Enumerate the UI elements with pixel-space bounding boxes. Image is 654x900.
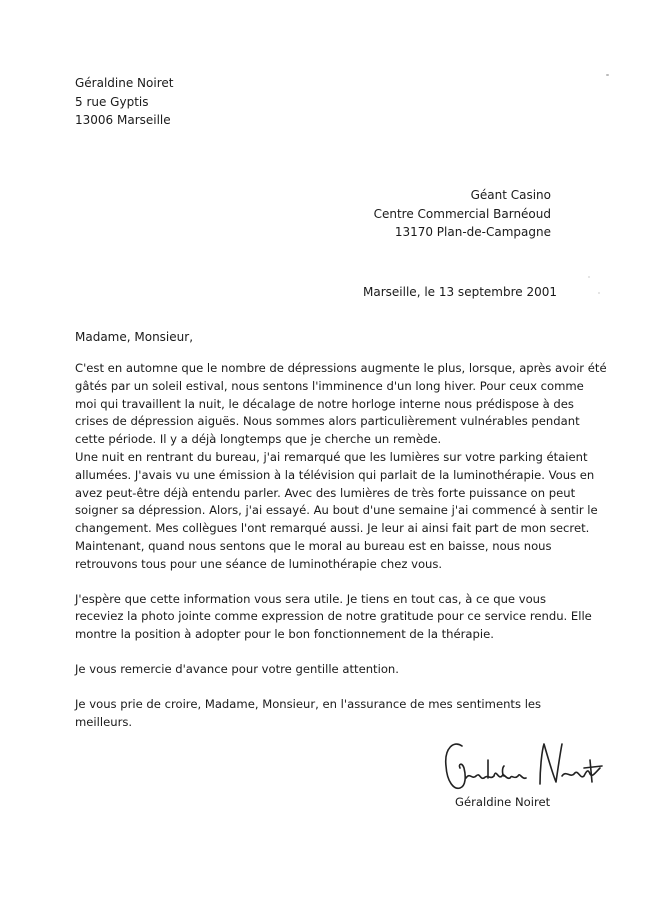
body-line: montre la position à adopter pour le bon fonctionnement de la thérapie. (75, 627, 494, 642)
scan-speck (588, 276, 590, 278)
paragraph-gap (75, 679, 595, 696)
scan-speck (598, 292, 600, 294)
body-line: changement. Mes collègues l'ont remarqué aussi. Je leur ai ainsi fait part de mon secret. (75, 521, 590, 536)
sender-address (75, 74, 173, 130)
body-line: avez peut-être déjà entendu parler. Avec des lumières de très forte puissance on peut (75, 485, 576, 500)
body-line: Je vous prie de croire, Madame, Monsieur, en l'assurance de mes sentiments les (75, 696, 542, 711)
paragraph-1 (75, 360, 607, 574)
recipient-name: Géant Casino (470, 188, 551, 202)
body-line: crises de dépression aiguës. Nous sommes alors particulièrement vulnérables pendant (75, 414, 580, 429)
body-line: retrouvons tous pour une séance de luminothérapie chez vous. (75, 556, 443, 571)
body-line: allumées. J'avais vu une émission à la télévision qui parlait de la luminothérapie. Vous en (75, 467, 595, 482)
paragraph-2 (75, 591, 595, 644)
sender-city: 13006 Marseille (75, 113, 171, 127)
body-line: C'est en automne que le nombre de dépressions augmente le plus, lorsque, après avoir été (75, 361, 607, 375)
recipient-city: 13170 Plan-de-Campagne (394, 225, 551, 239)
body-line: cette période. Il y a déjà longtemps que je cherche un remède. (75, 432, 442, 447)
letter-body (75, 360, 607, 731)
body-line: moi qui travaillent la nuit, le décalage de notre horloge interne nous prédispose à des (75, 396, 574, 411)
paragraph-gap (75, 644, 595, 661)
signer-name: Géraldine Noiret (455, 795, 551, 809)
body-line: Maintenant, quand nous sentons que le moral au bureau est en baisse, nous nous (75, 538, 552, 553)
body-line: receviez la photo jointe comme expression de notre gratitude pour ce service rendu. Elle (75, 609, 592, 624)
body-line: soigner sa dépression. Alors, j'ai essayé. Au bout d'une semaine j'ai commencé à sentir le (75, 503, 598, 518)
handwritten-signature (440, 738, 610, 794)
recipient-address (374, 186, 551, 242)
body-line: gâtés par un soleil estival, nous sentons l'imminence d'un long hiver. Pour ceux comme (75, 378, 584, 393)
recipient-place: Centre Commercial Barnéoud (373, 206, 551, 221)
body-line: Une nuit en rentrant du bureau, j'ai remarqué que les lumières sur votre parking étaient (75, 449, 588, 464)
sender-street: 5 rue Gyptis (75, 94, 149, 109)
signature-image (440, 738, 610, 794)
body-line: Je vous remercie d'avance pour votre gentille attention. (75, 661, 399, 676)
sender-name: Géraldine Noiret (75, 76, 174, 90)
paragraph-4 (75, 696, 595, 732)
letter-date: Marseille, le 13 septembre 2001 (363, 285, 557, 299)
body-line: meilleurs. (75, 714, 133, 729)
body-line: J'espère que cette information vous sera utile. Je tiens en tout cas, à ce que vous (75, 591, 547, 606)
salutation: Madame, Monsieur, (75, 330, 194, 344)
scan-speck (606, 74, 609, 76)
paragraph-3 (75, 661, 595, 679)
paragraph-gap (75, 574, 595, 591)
